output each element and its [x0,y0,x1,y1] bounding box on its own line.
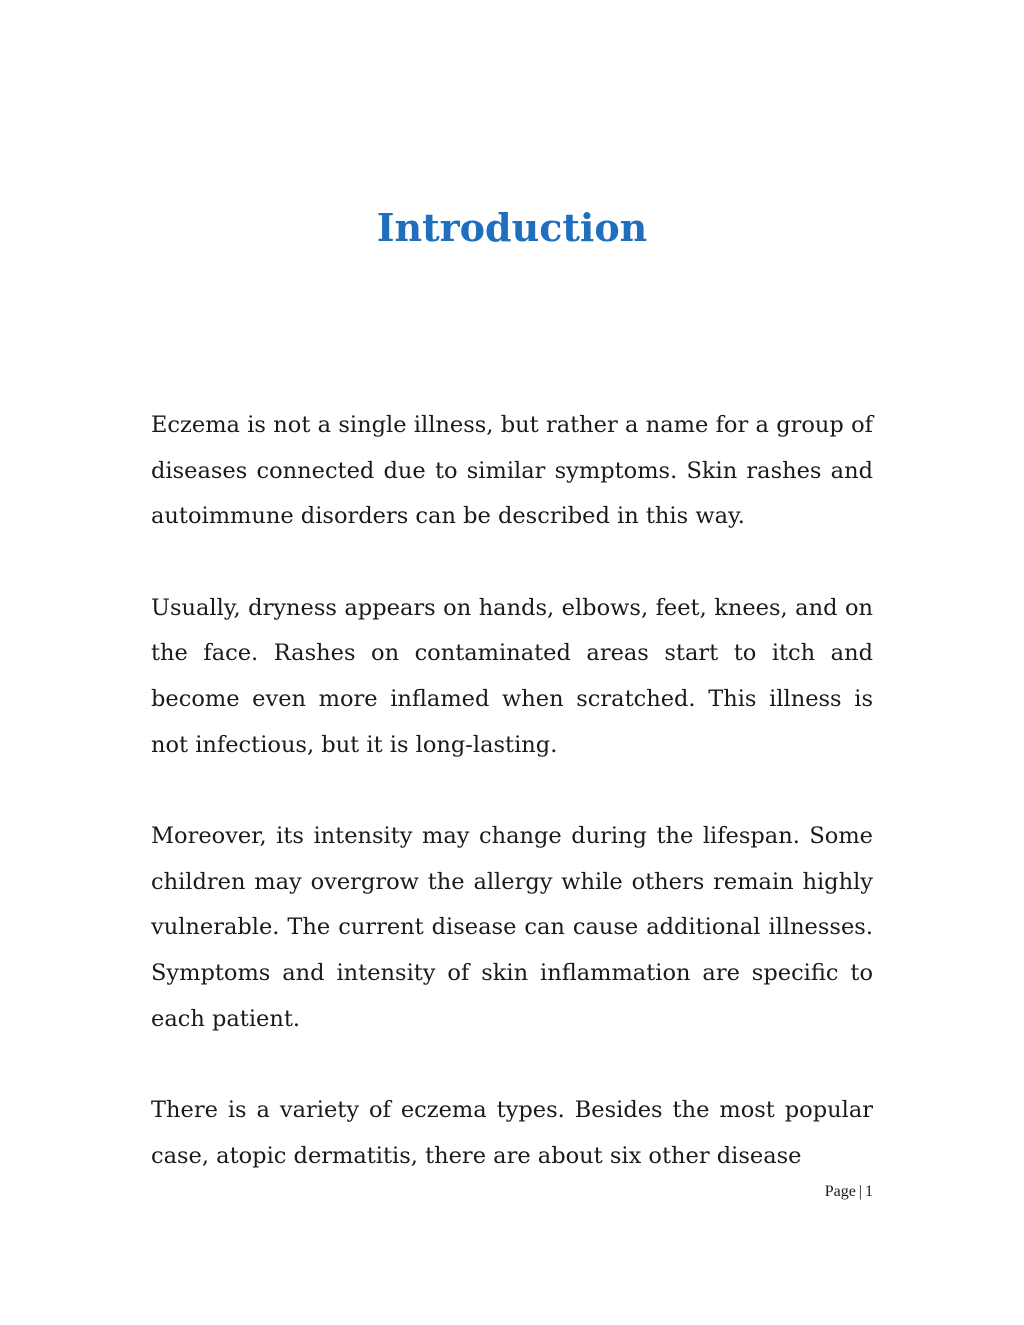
page-label: Page [824,1183,856,1200]
paragraph-3: Moreover, its intensity may change during the lifespan. Some children may overgrow the allergy while others remain highly vulnerable. The current disease can cause additional illnesses. Symptoms and intensity of skin inflammation are specific to each patient. [151,823,873,1032]
body-text [151,403,873,1180]
paragraph-1: Eczema is not a single illness, but rather a name for a group of diseases connected due to similar symptoms. Skin rashes and autoimmune disorders can be described in this way. [151,412,873,530]
page-footer [825,1180,873,1204]
page-separator: | [858,1183,862,1200]
paragraph-4: There is a variety of eczema types. Besides the most popular case, atopic dermatitis, there are about six other disease [151,1097,873,1169]
page-number: 1 [865,1183,873,1200]
page-title: Introduction [376,205,648,250]
paragraph-2: Usually, dryness appears on hands, elbows, feet, knees, and on the face. Rashes on contaminated areas start to itch and become even more inflamed when scratched. This illness is not infectious, but it is long-lasting. [151,594,873,758]
